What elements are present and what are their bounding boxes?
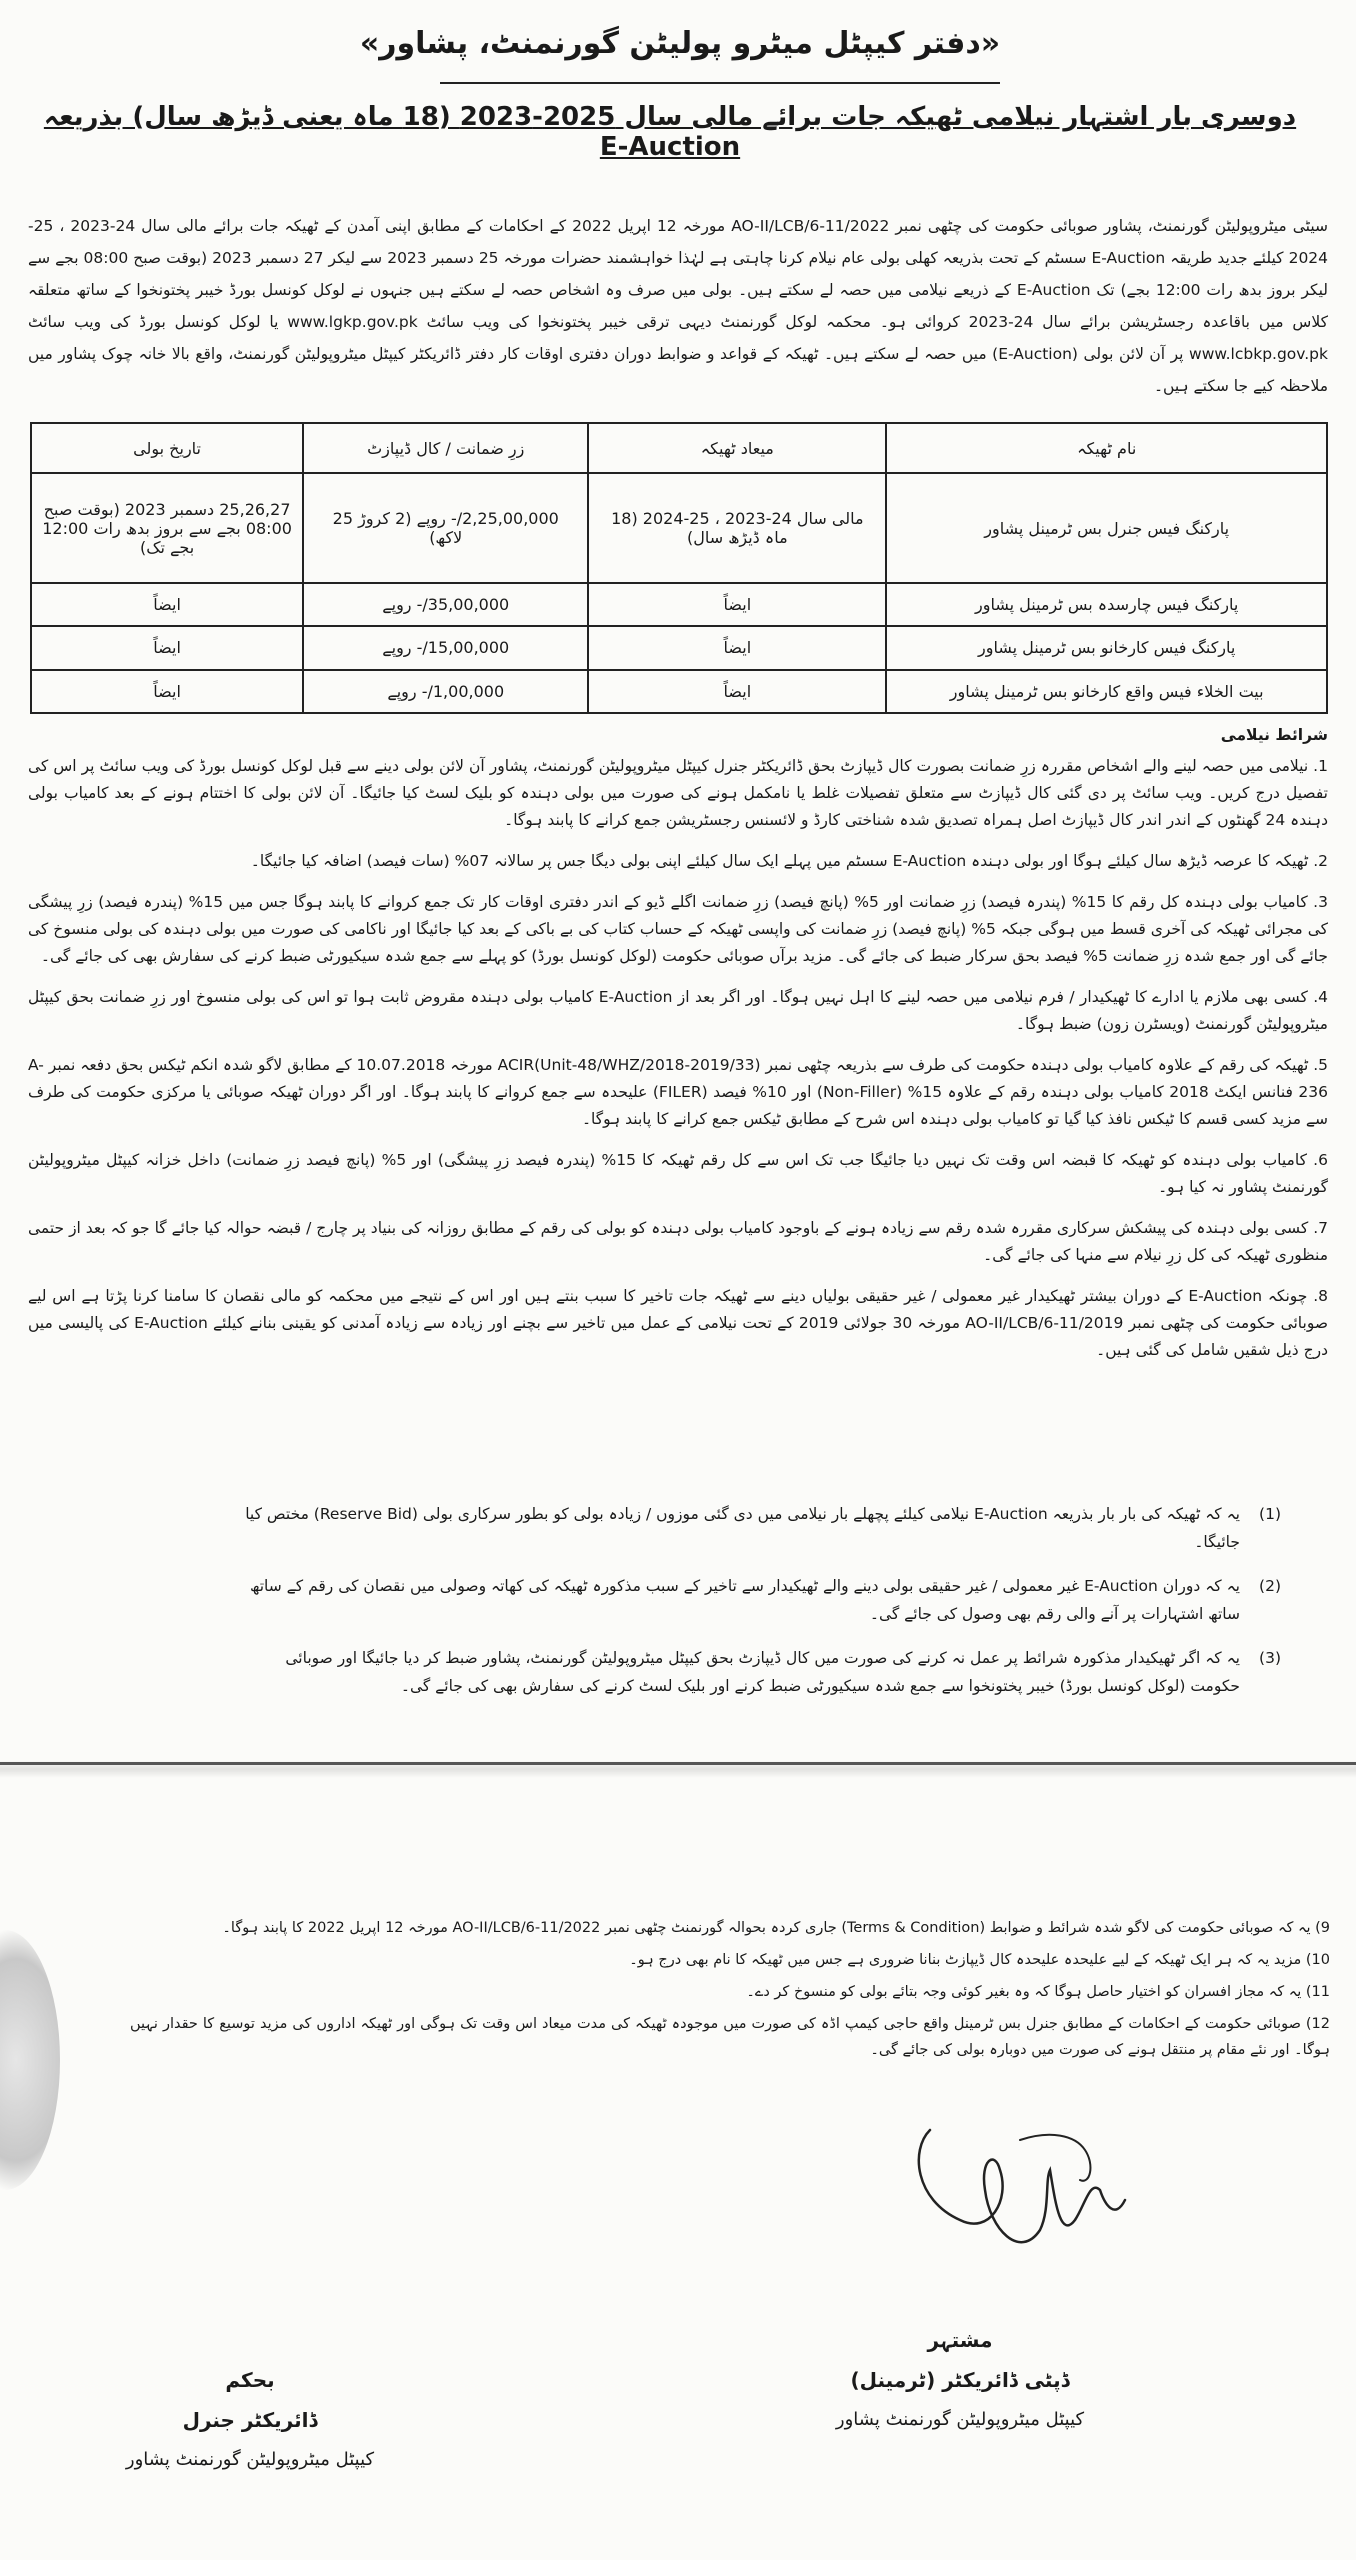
page-subtitle: دوسری بار اشتہار نیلامی ٹھیکہ جات برائے مالی سال 2025-2023 (18 ماہ یعنی ڈیڑھ سال) بذریعہ E-Auction [43, 102, 1297, 162]
condition-item: 1. نیلامی میں حصہ لینے والے اشخاص مقررہ زرِ ضمانت بصورت کال ڈیپازٹ بحق ڈائریکٹر جنرل کیپٹل میٹروپولیٹن گورنمنٹ، پشاور آن لائن بولی دینے سے قبل لوکل کونسل بورڈ کی ویب سائٹ پر اس کی تفصیل درج کریں۔ ویب سائٹ پر دی گئی کال ڈیپازٹ سے متعلق تفصیلات غلط یا نامکمل ہونے کی صورت میں بولی دہندہ کو بلیک لسٹ کیا جائیگا۔ آن لائن بولی کا اختتام ہونے کے بعد کامیاب بولی دہندہ 24 گھنٹوں کے اندر اندر کال ڈیپازٹ اصل ہمراہ تصدیق شدہ شناختی کارڈ و لائسنس رجسٹریشن جمع کرانے کا پابند ہوگا۔ [28, 757, 1328, 829]
signature-block-left [80, 2360, 420, 2480]
header-deposit: زرِ ضمانت / کال ڈیپازٹ [303, 423, 588, 473]
contract-name: پارکنگ فیس جنرل بس ٹرمینل پشاور [886, 473, 1327, 583]
condition-item: 3. کامیاب بولی دہندہ کل رقم کا 15% (پندرہ فیصد) زرِ ضمانت اور 5% (پانچ فیصد) زرِ ضمانت اگلے ڈیو کے اندر دفتری اوقات کار تک جمع کروانے کا پابند ہوگا جس میں 15% (پندرہ فیصد) زرِ پیشگی کی مجرائی ٹھیکہ کی آخری قسط میں ہوگی جبکہ 5% (پانچ فیصد) زرِ ضمانت کی واپسی ٹھیکہ کے حساب کتاب کی بے باکی کے بعد کیا جائیگا اور ناکامی کی صورت میں بولی دہندہ کی بولی منسوخ کی جائے گی اور جمع شدہ زرِ ضمانت 5% فیصد بحق سرکار ضبط کی جائے گی۔ مزید برآں صوبائی حکومت (لوکل کونسل بورڈ) کو پہلے سے جمع شدہ سیکیورٹی ضبط کرنے کی سفارش بھی کی جائے گی۔ [28, 893, 1328, 965]
contract-name: پارکنگ فیس کارخانو بس ٹرمینل پشاور [886, 626, 1327, 669]
condition-item: 12) صوبائی حکومت کے احکامات کے مطابق جنرل بس ٹرمینل واقع حاجی کیمپ اڈہ کی صورت میں موجودہ ٹھیکہ کی مدت میعاد اس وقت تک ہوگی اور ٹھیکہ اداروں کی مزید توسیع کا حقدار نہیں ہوگا۔ اور نئے مقام پر منتقل ہونے کی صورت میں دوبارہ بولی کی جائے گی۔ [130, 2016, 1330, 2058]
subcondition-text: یہ کہ ٹھیکہ کی بار بار بذریعہ E-Auction نیلامی کیلئے پچھلے بار نیلامی میں دی گئی موزوں / زیادہ بولی کو بطور سرکاری بولی (Reserve Bid) مختص کیا جائیگا۔ [245, 1505, 1240, 1551]
contract-date: 25,26,27 دسمبر 2023 (بوقت صبح 08:00 بجے سے بروز بدھ رات 12:00 بجے تک) [31, 473, 303, 583]
table-row [31, 473, 1327, 583]
contract-deposit: 1,00,000/- روپے [303, 670, 588, 713]
paper-fold-line [0, 1762, 1356, 1765]
subcondition-number: (1) [1259, 1505, 1281, 1523]
contracts-table [30, 422, 1328, 714]
header-auction-date: تاریخ بولی [31, 423, 303, 473]
table-header-row [31, 423, 1327, 473]
authority-label: بحکم [225, 2368, 275, 2392]
conditions-list [28, 722, 1328, 1378]
contract-period: ایضاً [588, 626, 886, 669]
condition-item: 8. چونکہ E-Auction کے دوران بیشتر ٹھیکیدار غیر معمولی / غیر حقیقی بولیاں دینے سے ٹھیکہ جات تاخیر کا سبب بنتے ہیں اور اس کے نتیجے میں محکمہ کو مالی نقصان کا سامنا کرنا پڑتا ہے اس لیے صوبائی حکومت کی چٹھی نمبر AO-II/LCB/6-11/2019 مورخہ 30 جولائی 2019 کے تحت نیلامی کے عمل میں تاخیر سے بچنے اور زیادہ سے زیادہ آمدنی کو یقینی بنانے کیلئے E-Auction کی پالیسی میں درج ذیل شقیں شامل کی گئی ہیں۔ [28, 1287, 1329, 1359]
authority-title: ڈائریکٹر جنرل [182, 2408, 318, 2432]
header-contract-name: نام ٹھیکہ [886, 423, 1327, 473]
contract-name: بیت الخلاء فیس واقع کارخانو بس ٹرمینل پشاور [886, 670, 1327, 713]
contract-period: ایضاً [588, 670, 886, 713]
condition-item: 2. ٹھیکہ کا عرصہ ڈیڑھ سال کیلئے ہوگا اور بولی دہندہ E-Auction سسٹم میں پہلے ایک سال کیلئے اپنی بولی دیگا جس پر سالانہ 07% (سات فیصد) اضافہ کیا جائیگا۔ [250, 852, 1328, 870]
condition-item: 5. ٹھیکہ کی رقم کے علاوہ کامیاب بولی دہندہ حکومت کی طرف سے بذریعہ چٹھی نمبر ACIR(Unit-48/WHZ/2018-2019/33) مورخہ 10.07.2018 کے مطابق لاگو شدہ انکم ٹیکس بحق دفعہ نمبر A-236 فنانس ایکٹ 2018 کامیاب بولی دہندہ رقم کے علاوہ 15% (Non-Filler) اور 10% فیصد (FILER) علیحدہ سے جمع کروانے کا پابند ہوگا۔ اور اگر دوران ٹھیکہ صوبائی یا مرکزی حکومت کی طرف سے مزید کسی قسم کا ٹیکس نافذ کیا گیا تو کامیاب بولی دہندہ اس شرح کے مطابق ٹیکس جمع کرانے کا پابند ہوگا۔ [28, 1056, 1329, 1128]
header-period: میعاد ٹھیکہ [588, 423, 886, 473]
page-title: «دفتر کیپٹل میٹرو پولیٹن گورنمنٹ، پشاور» [359, 26, 1001, 61]
conditions-heading: شرائط نیلامی [1220, 726, 1328, 744]
subcondition-item [240, 1572, 1300, 1628]
authority-office: کیپٹل میٹروپولیٹن گورنمنٹ پشاور [125, 2449, 375, 2470]
condition-item: 10) مزید یہ کہ ہر ایک ٹھیکہ کے لیے علیحدہ علیحدہ کال ڈیپازٹ بنانا ضروری ہے جس میں ٹھیکہ کا نام بھی درج ہو۔ [629, 1952, 1330, 1968]
contract-deposit: 35,00,000/- روپے [303, 583, 588, 626]
contract-date: ایضاً [31, 670, 303, 713]
intro-paragraph: سیٹی میٹروپولیٹن گورنمنٹ، پشاور صوبائی حکومت کی چٹھی نمبر AO-II/LCB/6-11/2022 مورخہ 12 اپریل 2022 کے احکامات کے مطابق اپنی آمدن کے ٹھیکہ جات برائے مالی سال 24-2023 ، 25-2024 کیلئے جدید طریقہ E-Auction سسٹم کے تحت بذریعہ کھلی بولی عام نیلام کرنا چاہتی ہے لہٰذا خواہشمند حضرات مورخہ 25 دسمبر 2023 سے لیکر 27 دسمبر 2023 (بوقت صبح 08:00 بجے سے لیکر بروز بدھ رات 12:00 بجے) تک E-Auction کے ذریعے نیلامی میں حصہ لے سکتے ہیں۔ بولی میں صرف وہ اشخاص حصہ لے سکتے ہیں جنہوں نے لوکل کونسل بورڈ خیبر پختونخوا کے ساتھ متعلقہ کلاس میں باقاعدہ رجسٹریشن برائے سال 24-2023 کروائی ہو۔ محکمہ لوکل گورنمنٹ دیہی ترقی خیبر پختونخوا کی ویب سائٹ www.lgkp.gov.pk یا لوکل کونسل بورڈ کی ویب سائٹ www.lcbkp.gov.pk پر آن لائن بولی (E-Auction) میں حصہ لے سکتے ہیں۔ ٹھیکہ کے قواعد و ضوابط دوران دفتری اوقات کار دفتر ڈائریکٹر کیپٹل میٹروپولیٹن گورنمنٹ، واقع بالا خانہ چوک پشاور میں ملاحظہ کیے جا سکتے ہیں۔ [28, 217, 1329, 395]
contract-deposit: 15,00,000/- روپے [303, 626, 588, 669]
subcondition-text: یہ کہ اگر ٹھیکیدار مذکورہ شرائط پر عمل نہ کرنے کی صورت میں کال ڈیپازٹ بحق کیپٹل میٹروپولیٹن گورنمنٹ، پشاور ضبط کر دیا جائیگا اور صوبائی حکومت (لوکل کونسل بورڈ) خیبر پختونخوا سے جمع شدہ سیکیورٹی ضبط کرنے اور بلیک لسٹ کرنے کی سفارش بھی کی جائے گی۔ [285, 1649, 1240, 1695]
handwritten-signature [900, 2110, 1140, 2280]
contract-date: ایضاً [31, 583, 303, 626]
table-row [31, 670, 1327, 713]
condition-item: 7. کسی بولی دہندہ کی پیشکش سرکاری مقررہ شدہ رقم سے زیادہ ہونے کے باوجود کامیاب بولی دہندہ کو بولی کی رقم کے مطابق روزانہ کی بنیاد پر چارج / قبضہ حوالہ کیا جائے گا جو کہ بعد از حتمی منظوری ٹھیکہ کی کل زرِ نیلام سے منہا کی جائے گی۔ [28, 1219, 1328, 1264]
contract-deposit: 2,25,00,000/- روپے (2 کروڑ 25 لاکھ) [303, 473, 588, 583]
contract-name: پارکنگ فیس چارسدہ بس ٹرمینل پشاور [886, 583, 1327, 626]
signature-block-right [790, 2320, 1130, 2440]
condition-item: 11) یہ کہ مجاز افسران کو اختیار حاصل ہوگا کہ وہ بغیر کوئی وجہ بتائے بولی کو منسوخ کر دے۔ [746, 1984, 1330, 2000]
contract-date: ایضاً [31, 626, 303, 669]
subcondition-item [240, 1644, 1300, 1700]
signer-title: ڈپٹی ڈائریکٹر (ٹرمینل) [850, 2368, 1070, 2392]
subconditions-list [240, 1500, 1300, 1716]
subcondition-number: (2) [1259, 1577, 1281, 1595]
table-row [31, 583, 1327, 626]
condition-item: 6. کامیاب بولی دہندہ کو ٹھیکہ کا قبضہ اس وقت تک نہیں دیا جائیگا جب تک اس سے کل رقم ٹھیکہ کا 15% (پندرہ فیصد زرِ پیشگی) اور 5% (پانچ فیصد زرِ ضمانت) داخل خزانہ کیپٹل میٹروپولیٹن گورنمنٹ پشاور نہ کیا ہو۔ [28, 1151, 1328, 1196]
table-row [31, 626, 1327, 669]
condition-item: 4. کسی بھی ملازم یا ادارے کا ٹھیکیدار / فرم نیلامی میں حصہ لینے کا اہل نہیں ہوگا۔ اور اگر بعد از E-Auction کامیاب بولی دہندہ مقروض ثابت ہوا تو اس کی بولی منسوخ اور زرِ ضمانت بحق کیپٹل میٹروپولیٹن گورنمنٹ (ویسٹرن زون) ضبط ہوگا۔ [28, 988, 1328, 1033]
subcondition-text: یہ کہ دوران E-Auction غیر معمولی / غیر حقیقی بولی دینے والے ٹھیکیدار سے تاخیر کے سبب مذکورہ ٹھیکہ کی کھاتہ وصولی میں نقصان کی رقم کے ساتھ ساتھ اشتہارات پر آنے والی رقم بھی وصول کی جائے گی۔ [249, 1577, 1240, 1623]
thumb-shadow [0, 1930, 60, 2190]
subcondition-number: (3) [1259, 1649, 1281, 1667]
title-underline [440, 82, 1000, 84]
signer-label: مشتہر [927, 2328, 993, 2352]
contract-period: مالی سال 24-2023 ، 25-2024 (18 ماہ ڈیڑھ سال) [588, 473, 886, 583]
condition-item: 9) یہ کہ صوبائی حکومت کی لاگو شدہ شرائط و ضوابط (Terms & Condition) جاری کردہ بحوالہ گورنمنٹ چٹھی نمبر AO-II/LCB/6-11/2022 مورخہ 12 اپریل 2022 کا پابند ہوگا۔ [222, 1920, 1330, 1936]
subcondition-item [240, 1500, 1300, 1556]
signer-office: کیپٹل میٹروپولیٹن گورنمنٹ پشاور [835, 2409, 1085, 2430]
additional-conditions [130, 1915, 1330, 2069]
contract-period: ایضاً [588, 583, 886, 626]
